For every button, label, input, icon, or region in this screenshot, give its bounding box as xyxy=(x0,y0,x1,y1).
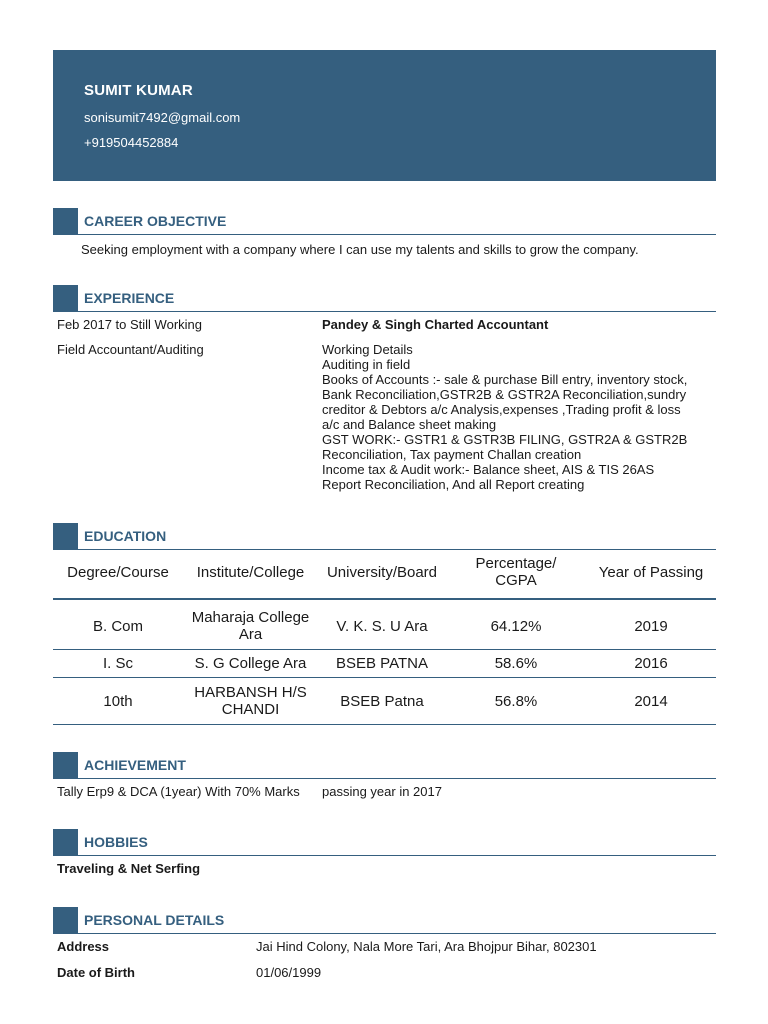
career-objective-heading xyxy=(53,208,716,235)
detail-line: Working Details xyxy=(322,342,413,357)
detail-line: Report Reconciliation, And all Report creating xyxy=(322,477,585,492)
cell-institute xyxy=(183,609,318,643)
cell-year: 2019 xyxy=(634,618,668,635)
column-header-percentage-line: Percentage/ xyxy=(475,555,557,572)
cell-institute-line: CHANDI xyxy=(221,701,280,718)
detail-line: Auditing in field xyxy=(322,357,411,372)
cell-degree: 10th xyxy=(103,693,133,710)
detail-line: Reconciliation, Tax payment Challan creation xyxy=(322,447,582,462)
column-header-institute: Institute/College xyxy=(196,564,305,581)
cell-institute-line: Ara xyxy=(238,626,263,643)
cell-degree: B. Com xyxy=(92,618,143,635)
address-value: Jai Hind Colony, Nala More Tari, Ara Bhojpur Bihar, 802301 xyxy=(256,939,597,954)
cell-year: 2014 xyxy=(634,693,668,710)
cell-board: V. K. S. U Ara xyxy=(336,618,428,635)
experience-company: Pandey & Singh Charted Accountant xyxy=(322,317,549,332)
experience-period: Feb 2017 to Still Working xyxy=(57,317,202,332)
cell-institute-line: HARBANSH H/S xyxy=(194,684,307,701)
section-title: EXPERIENCE xyxy=(84,290,175,306)
table-row-divider xyxy=(53,649,716,650)
section-title: PERSONAL DETAILS xyxy=(84,912,225,928)
achievement-note: passing year in 2017 xyxy=(322,784,442,799)
experience-details xyxy=(322,342,716,492)
cell-institute-line: Maharaja College xyxy=(191,609,310,626)
detail-line: Books of Accounts :- sale & purchase Bill entry, inventory stock, xyxy=(322,372,688,387)
address-label: Address xyxy=(57,939,110,954)
achievement-item: Tally Erp9 & DCA (1year) With 70% Marks xyxy=(57,784,300,799)
table-bottom-border xyxy=(53,724,716,725)
personal-details-heading xyxy=(53,907,716,934)
cell-degree: I. Sc xyxy=(102,655,133,672)
section-title: HOBBIES xyxy=(84,834,148,850)
table-row-divider xyxy=(53,677,716,678)
resume-header xyxy=(53,50,716,181)
column-header-degree: Degree/Course xyxy=(67,564,169,581)
career-objective-text: Seeking employment with a company where I can use my talents and skills to grow the company. xyxy=(81,242,639,257)
phone-number[interactable]: +919504452884 xyxy=(84,135,179,150)
column-header-year: Year of Passing xyxy=(598,564,704,581)
section-marker xyxy=(53,208,78,234)
dob-value: 01/06/1999 xyxy=(256,965,322,980)
column-header-percentage xyxy=(446,555,586,589)
section-marker xyxy=(53,285,78,311)
dob-label: Date of Birth xyxy=(57,965,135,980)
experience-role: Field Accountant/Auditing xyxy=(57,342,204,357)
cell-board: BSEB PATNA xyxy=(336,655,428,672)
section-marker xyxy=(53,829,78,855)
experience-heading xyxy=(53,285,716,312)
hobbies-text: Traveling & Net Serfing xyxy=(57,861,201,876)
section-title: CAREER OBJECTIVE xyxy=(84,213,227,229)
candidate-name: SUMIT KUMAR xyxy=(84,82,193,99)
section-marker xyxy=(53,523,78,549)
detail-line: a/c and Balance sheet making xyxy=(322,417,497,432)
cell-board: BSEB Patna xyxy=(340,693,424,710)
column-header-board: University/Board xyxy=(326,564,438,581)
section-title: ACHIEVEMENT xyxy=(84,757,186,773)
email-address[interactable]: sonisumit7492@gmail.com xyxy=(84,110,241,125)
cell-institute xyxy=(183,684,318,718)
detail-line: Income tax & Audit work:- Balance sheet, AIS & TIS 26AS xyxy=(322,462,655,477)
detail-line: creditor & Debtors a/c Analysis,expenses ,Trading profit & loss xyxy=(322,402,681,417)
cell-year: 2016 xyxy=(634,655,668,672)
section-marker xyxy=(53,907,78,933)
cell-percentage: 58.6% xyxy=(494,655,538,672)
cell-institute: S. G College Ara xyxy=(194,655,307,672)
achievement-heading xyxy=(53,752,716,779)
detail-line: Bank Reconciliation,GSTR2B & GSTR2A Reconciliation,sundry xyxy=(322,387,687,402)
hobbies-heading xyxy=(53,829,716,856)
table-header-divider xyxy=(53,598,716,600)
detail-line: GST WORK:- GSTR1 & GSTR3B FILING, GSTR2A & GSTR2B xyxy=(322,432,688,447)
section-marker xyxy=(53,752,78,778)
cell-percentage: 64.12% xyxy=(490,618,542,635)
education-heading xyxy=(53,523,716,550)
column-header-percentage-line: CGPA xyxy=(495,572,537,589)
education-table xyxy=(53,549,716,725)
section-title: EDUCATION xyxy=(84,528,167,544)
cell-percentage: 56.8% xyxy=(494,693,538,710)
